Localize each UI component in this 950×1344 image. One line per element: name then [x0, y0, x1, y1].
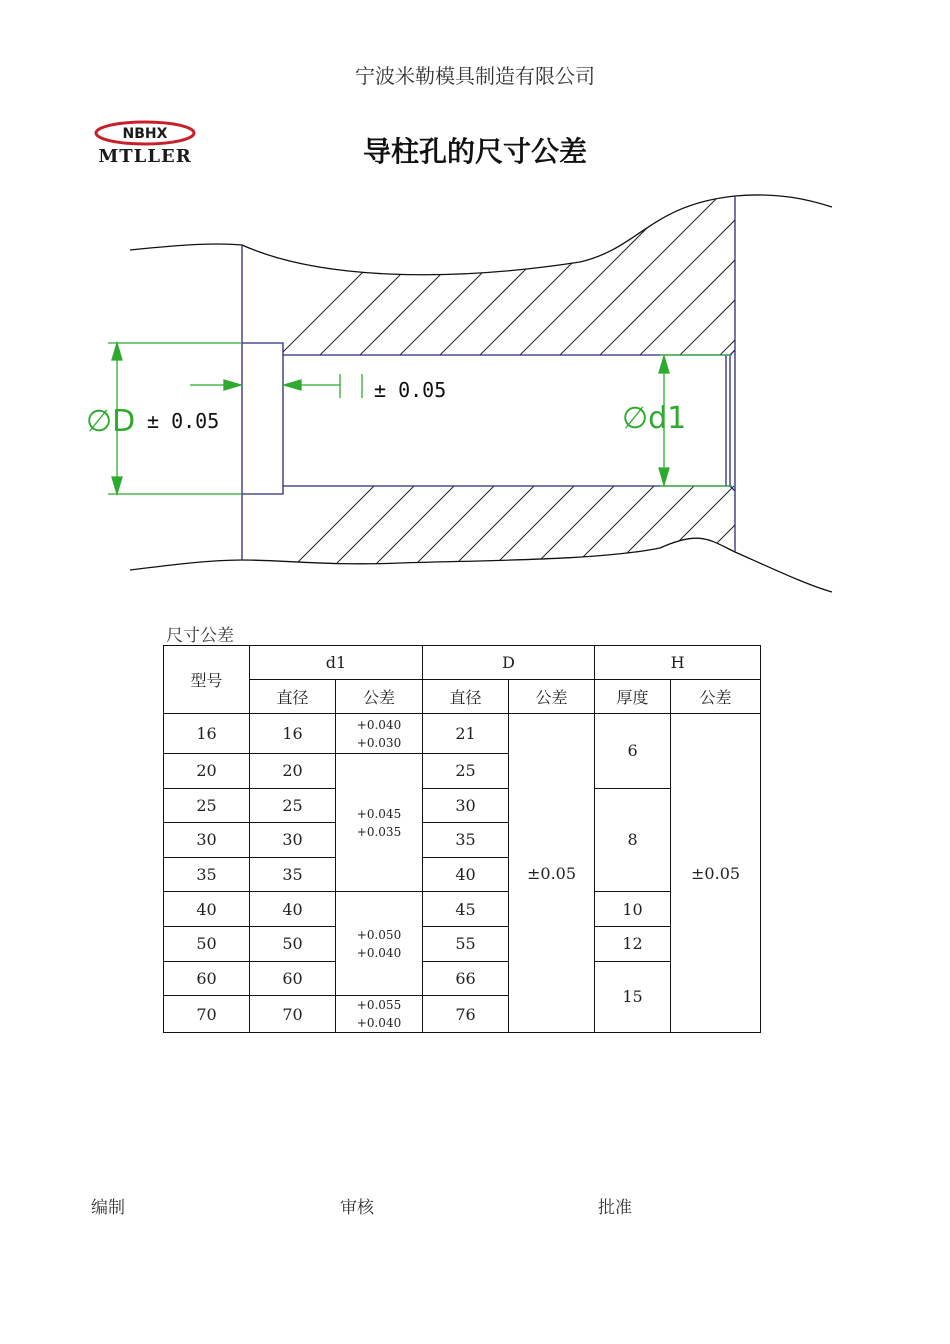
cell-d1-tolerance — [336, 996, 423, 1033]
cell-D: 25 — [423, 754, 509, 789]
header-d1: d1 — [250, 646, 423, 680]
logo-bottom-text: MTLLER — [98, 146, 192, 167]
cell-model: 25 — [164, 788, 250, 823]
cell-model: 35 — [164, 857, 250, 892]
tol-upper: +0.040 — [356, 717, 402, 732]
cell-D: 35 — [423, 823, 509, 858]
tol-lower: +0.040 — [356, 945, 402, 960]
sign-compiled: 编制 — [91, 1198, 125, 1218]
header-D: D — [423, 646, 595, 680]
cell-D: 21 — [423, 714, 509, 754]
break-lines — [130, 195, 832, 592]
cell-model: 40 — [164, 892, 250, 927]
cell-d1: 40 — [250, 892, 336, 927]
cell-H-thickness: 8 — [595, 788, 671, 892]
header-H-tolerance: 公差 — [671, 680, 761, 714]
cell-d1-tolerance — [336, 714, 423, 754]
cell-H-thickness: 12 — [595, 926, 671, 961]
header-model: 型号 — [164, 646, 250, 714]
cell-model: 50 — [164, 926, 250, 961]
guide-pillar-hole-drawing — [0, 185, 950, 605]
top-section-hatch — [160, 185, 950, 475]
cell-d1: 20 — [250, 754, 336, 789]
cell-model: 20 — [164, 754, 250, 789]
cell-d1: 25 — [250, 788, 336, 823]
header-d1-diameter: 直径 — [250, 680, 336, 714]
tol-lower: +0.030 — [356, 735, 402, 750]
cell-D: 55 — [423, 926, 509, 961]
cell-model: 70 — [164, 996, 250, 1033]
cell-H-thickness: 10 — [595, 892, 671, 927]
cell-model: 16 — [164, 714, 250, 754]
tolerance-table — [163, 645, 761, 1033]
dim-label-D: ∅D — [86, 404, 136, 439]
logo-top-text: NBHX — [122, 126, 168, 142]
tol-lower: +0.035 — [356, 824, 402, 839]
cell-D: 45 — [423, 892, 509, 927]
sign-approved: 批准 — [598, 1198, 632, 1218]
tol-upper: +0.055 — [356, 998, 402, 1013]
cell-H-thickness: 15 — [595, 961, 671, 1033]
tol-upper: +0.045 — [356, 806, 402, 821]
dim-tolerance-D: ± 0.05 — [147, 409, 220, 433]
cell-D: 40 — [423, 857, 509, 892]
header-H: H — [595, 646, 761, 680]
header-H-thickness: 厚度 — [595, 680, 671, 714]
cell-model: 30 — [164, 823, 250, 858]
cell-d1-tolerance — [336, 754, 423, 892]
table-row — [164, 714, 761, 754]
sign-reviewed: 审核 — [340, 1198, 374, 1218]
cell-D: 76 — [423, 996, 509, 1033]
cell-H-thickness: 6 — [595, 714, 671, 789]
table-caption: 尺寸公差 — [166, 626, 234, 646]
header-D-diameter: 直径 — [423, 680, 509, 714]
cell-D: 30 — [423, 788, 509, 823]
cell-d1: 16 — [250, 714, 336, 754]
cell-d1: 50 — [250, 926, 336, 961]
header-D-tolerance: 公差 — [509, 680, 595, 714]
cell-d1: 35 — [250, 857, 336, 892]
cell-d1: 70 — [250, 996, 336, 1033]
tol-lower: +0.040 — [356, 1016, 402, 1031]
page-title: 导柱孔的尺寸公差 — [362, 135, 587, 168]
cell-d1-tolerance — [336, 892, 423, 996]
dim-tolerance-H: ± 0.05 — [374, 378, 447, 402]
plate-outline — [242, 196, 735, 560]
cell-D-tolerance: ±0.05 — [509, 714, 595, 1033]
company-name: 宁波米勒模具制造有限公司 — [355, 64, 595, 88]
dim-label-d1: ∅d1 — [622, 401, 687, 436]
header-d1-tolerance: 公差 — [336, 680, 423, 714]
cell-H-tolerance: ±0.05 — [671, 714, 761, 1033]
bottom-section-hatch — [160, 400, 950, 605]
cell-d1: 60 — [250, 961, 336, 996]
tol-upper: +0.050 — [356, 927, 402, 942]
cell-D: 66 — [423, 961, 509, 996]
cell-d1: 30 — [250, 823, 336, 858]
cell-model: 60 — [164, 961, 250, 996]
